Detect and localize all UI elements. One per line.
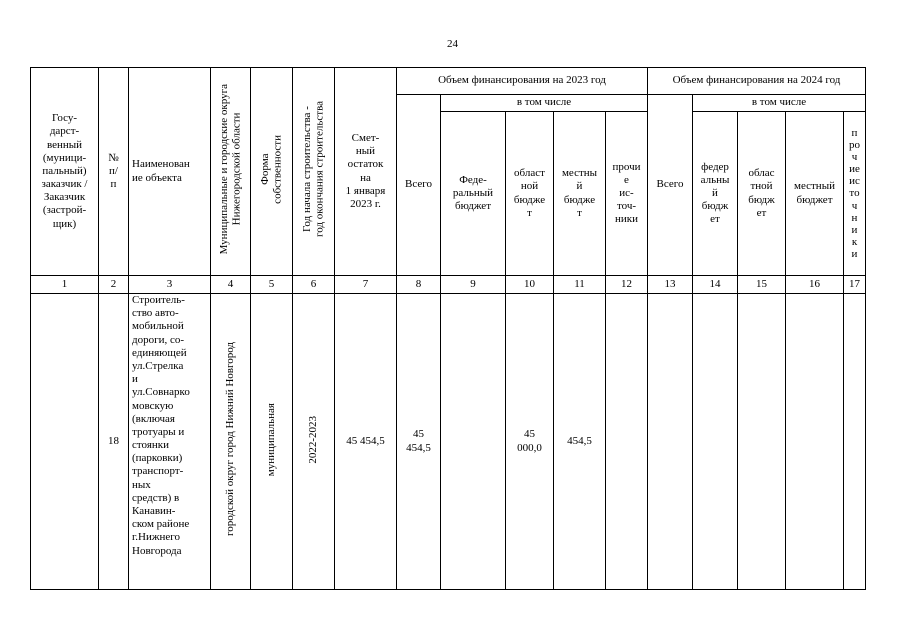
- header-federal-2023: Феде- ральный бюджет: [441, 112, 506, 276]
- column-number: 6: [293, 276, 335, 294]
- header-balance: Смет- ный остаток на 1 января 2023 г.: [335, 68, 397, 276]
- cell-object-name: Строитель- ство авто- мобильной дороги, со- единяющей ул.Стрелка и ул.Совнарко мовскую (включая тротуары и стоянки (парковки) транспорт- ных средств) в Канавин- ском районе г.Нижнего Новгорода: [129, 294, 211, 590]
- header-total-2023: Всего: [397, 95, 441, 276]
- cell-federal-2024: [693, 294, 738, 590]
- cell-total-2024: [648, 294, 693, 590]
- column-number: 7: [335, 276, 397, 294]
- table-row: [31, 294, 866, 590]
- cell-customer: [31, 294, 99, 590]
- header-local-2023: местны й бюдже т: [554, 112, 606, 276]
- cell-local-2023: 454,5: [554, 294, 606, 590]
- header-regional-2023: област ной бюдже т: [506, 112, 554, 276]
- column-number: 17: [844, 276, 866, 294]
- header-regional-2024: облас тной бюдж ет: [738, 112, 786, 276]
- header-financing-2023: Объем финансирования на 2023 год: [397, 68, 648, 95]
- header-other-2023: прочи е ис- точ- ники: [606, 112, 648, 276]
- cell-other-2024: [844, 294, 866, 590]
- header-row-1: [31, 68, 866, 95]
- cell-balance: 45 454,5: [335, 294, 397, 590]
- header-financing-2024: Объем финансирования на 2024 год: [648, 68, 866, 95]
- column-number: 1: [31, 276, 99, 294]
- column-number: 14: [693, 276, 738, 294]
- header-other-2024: п ро ч ие ис то ч н и к и: [844, 112, 866, 276]
- header-including-2023: в том числе: [441, 95, 648, 112]
- header-total-2024: Всего: [648, 95, 693, 276]
- cell-local-2024: [786, 294, 844, 590]
- header-federal-2024: федер альны й бюдж ет: [693, 112, 738, 276]
- header-district: Муниципальные и городские округа Нижегородской области: [217, 84, 243, 255]
- column-number: 9: [441, 276, 506, 294]
- financing-table: [30, 67, 866, 590]
- header-including-2024: в том числе: [693, 95, 866, 112]
- header-number: № п/ п: [99, 68, 129, 276]
- cell-other-2023: [606, 294, 648, 590]
- column-number: 8: [397, 276, 441, 294]
- cell-total-2023: 45 454,5: [397, 294, 441, 590]
- column-number: 16: [786, 276, 844, 294]
- column-number: 5: [251, 276, 293, 294]
- header-object-name: Наименован ие объекта: [129, 68, 211, 276]
- column-number: 2: [99, 276, 129, 294]
- cell-ownership: муниципальная: [265, 402, 278, 477]
- column-number: 3: [129, 276, 211, 294]
- column-number: 4: [211, 276, 251, 294]
- column-number: 13: [648, 276, 693, 294]
- cell-district: городской округ город Нижний Новгород: [224, 342, 237, 537]
- column-numbers-row: [31, 276, 866, 294]
- column-number: 12: [606, 276, 648, 294]
- cell-years: 2022-2023: [307, 415, 320, 464]
- cell-regional-2024: [738, 294, 786, 590]
- column-number: 11: [554, 276, 606, 294]
- column-number: 15: [738, 276, 786, 294]
- header-local-2024: местный бюджет: [786, 112, 844, 276]
- header-years: Год начала строительства - год окончания строительства: [300, 101, 326, 238]
- column-number: 10: [506, 276, 554, 294]
- header-ownership: Форма собственности: [258, 135, 284, 204]
- cell-regional-2023: 45 000,0: [506, 294, 554, 590]
- page-number: 24: [447, 38, 458, 50]
- cell-federal-2023: [441, 294, 506, 590]
- cell-number: 18: [99, 294, 129, 590]
- header-customer: Госу- дарст- венный (муници- пальный) заказчик / Заказчик (застрой- щик): [31, 68, 99, 276]
